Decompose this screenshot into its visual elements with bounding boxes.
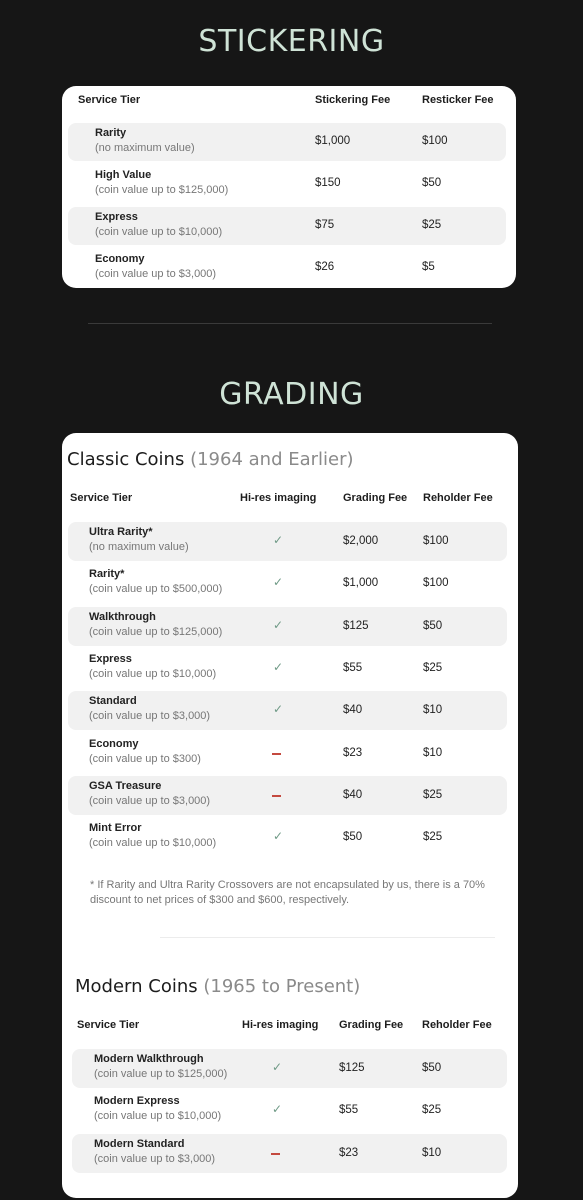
tier-limit: (coin value up to $10,000) [89,837,217,850]
table-row [68,734,507,773]
header-service-tier: Service Tier [70,492,133,504]
tier-name: Ultra Rarity* [89,526,153,538]
inner-divider [160,937,495,938]
tier-name: Economy [95,253,145,265]
dash-icon [271,1153,280,1155]
tier-limit: (coin value up to $10,000) [94,1110,222,1123]
check-icon: ✓ [273,829,284,844]
table-row [68,123,506,161]
header-hi-res-imaging: Hi-res imaging [242,1019,319,1031]
check-icon: ✓ [273,659,284,674]
dash-icon [272,753,281,755]
tier-name: Standard [89,695,137,708]
reholder-fee: $10 [422,1146,442,1159]
tier-limit: (coin value up to $3,000) [89,710,211,723]
reholder-fee: $10 [423,704,443,717]
tier-name: Mint Error [89,822,142,835]
tier-name: Express [89,652,132,665]
tier-limit: (coin value up to $125,000) [89,625,223,638]
modern-coins-title [75,976,360,997]
tier-limit: (coin value up to $3,000) [89,794,211,807]
reholder-fee: $25 [423,831,443,844]
resticker-fee: $25 [422,219,442,231]
stickering-fee: $1,000 [315,135,351,147]
grading-fee: $23 [339,1146,359,1159]
header-grading-fee: Grading Fee [339,1019,404,1031]
grading-fee: $40 [343,788,363,801]
check-icon: ✓ [273,702,284,717]
reholder-fee: $100 [423,577,449,590]
reholder-fee: $25 [423,661,443,674]
tier-name: Walkthrough [89,610,156,623]
table-row [72,1091,507,1130]
header-reholder-fee: Reholder Fee [423,492,493,504]
header-service-tier: Service Tier [77,1019,140,1031]
grading-fee: $23 [343,746,363,759]
table-row [68,776,507,815]
table-row [68,564,507,603]
tier-limit: (coin value up to $10,000) [95,226,223,238]
reholder-fee: $25 [422,1104,442,1117]
tier-limit: (coin value up to $300) [89,752,201,765]
table-row [72,1049,507,1088]
table-row [68,249,506,287]
header-hi-res-imaging: Hi-res imaging [240,492,317,504]
stickering-table-card [62,86,516,288]
stickering-fee: $150 [315,177,341,189]
classic-title-years: (1964 and Earlier) [190,449,354,470]
grading-fee: $55 [343,661,363,674]
check-icon: ✓ [273,533,284,547]
tier-name: Modern Express [94,1095,180,1108]
dash-icon [272,795,281,797]
reholder-fee: $50 [422,1062,442,1074]
tier-limit: (coin value up to $10,000) [89,667,217,680]
modern-title-years: (1965 to Present) [203,976,361,997]
grading-fee: $125 [339,1062,365,1074]
check-icon: ✓ [273,617,284,632]
grading-fee: $1,000 [343,577,379,590]
grading-fee: $40 [343,704,363,717]
resticker-fee: $50 [422,177,442,189]
reholder-fee: $100 [423,535,449,547]
classic-coins-title [67,449,354,470]
grading-fee: $2,000 [343,535,379,547]
stickering-fee: $75 [315,219,335,231]
resticker-fee: $100 [422,135,448,147]
header-grading-fee: Grading Fee [343,492,408,504]
table-row [68,607,507,646]
table-row [68,649,507,688]
table-row [68,207,506,245]
reholder-fee: $50 [423,619,443,632]
check-icon: ✓ [272,1102,283,1117]
tier-limit: (coin value up to $3,000) [94,1152,216,1165]
table-row [72,1134,507,1173]
reholder-fee: $10 [423,746,443,759]
tier-limit: (coin value up to $3,000) [95,268,217,280]
table-row [68,691,507,730]
tier-name: Express [95,211,138,223]
header-resticker-fee: Resticker Fee [422,94,494,106]
tier-name: High Value [95,169,152,181]
check-icon: ✓ [273,575,284,590]
section-divider [88,323,492,324]
grading-title: GRADING [219,377,364,412]
tier-limit: (no maximum value) [95,142,195,154]
resticker-fee: $5 [422,261,435,273]
crossover-footnote: * If Rarity and Ultra Rarity Crossovers are not encapsulated by us, there is a 70% discount to net prices of $300 and $600, respectively. [90,879,485,906]
tier-name: Modern Walkthrough [94,1053,204,1065]
tier-name: GSA Treasure [89,779,162,792]
stickering-fee: $26 [315,261,335,273]
grading-fee: $125 [343,619,369,632]
tier-limit: (no maximum value) [89,541,189,553]
tier-limit: (coin value up to $125,000) [95,184,229,196]
grading-fee: $50 [343,831,363,844]
table-row [68,165,506,203]
classic-title-text: Classic Coins [67,449,185,470]
stickering-title: STICKERING [198,24,385,59]
tier-name: Modern Standard [94,1137,185,1150]
grading-fee: $55 [339,1104,359,1117]
tier-name: Rarity [95,127,127,139]
tier-name: Economy [89,737,139,750]
header-stickering-fee: Stickering Fee [315,94,391,106]
tier-limit: (coin value up to $125,000) [94,1068,228,1080]
table-row [68,818,507,857]
header-service-tier: Service Tier [78,94,141,106]
check-icon: ✓ [272,1060,283,1074]
tier-name: Rarity* [89,568,125,581]
reholder-fee: $25 [423,788,443,801]
header-reholder-fee: Reholder Fee [422,1019,492,1031]
table-row [68,522,507,561]
modern-title-text: Modern Coins [75,976,198,997]
tier-limit: (coin value up to $500,000) [89,583,223,596]
